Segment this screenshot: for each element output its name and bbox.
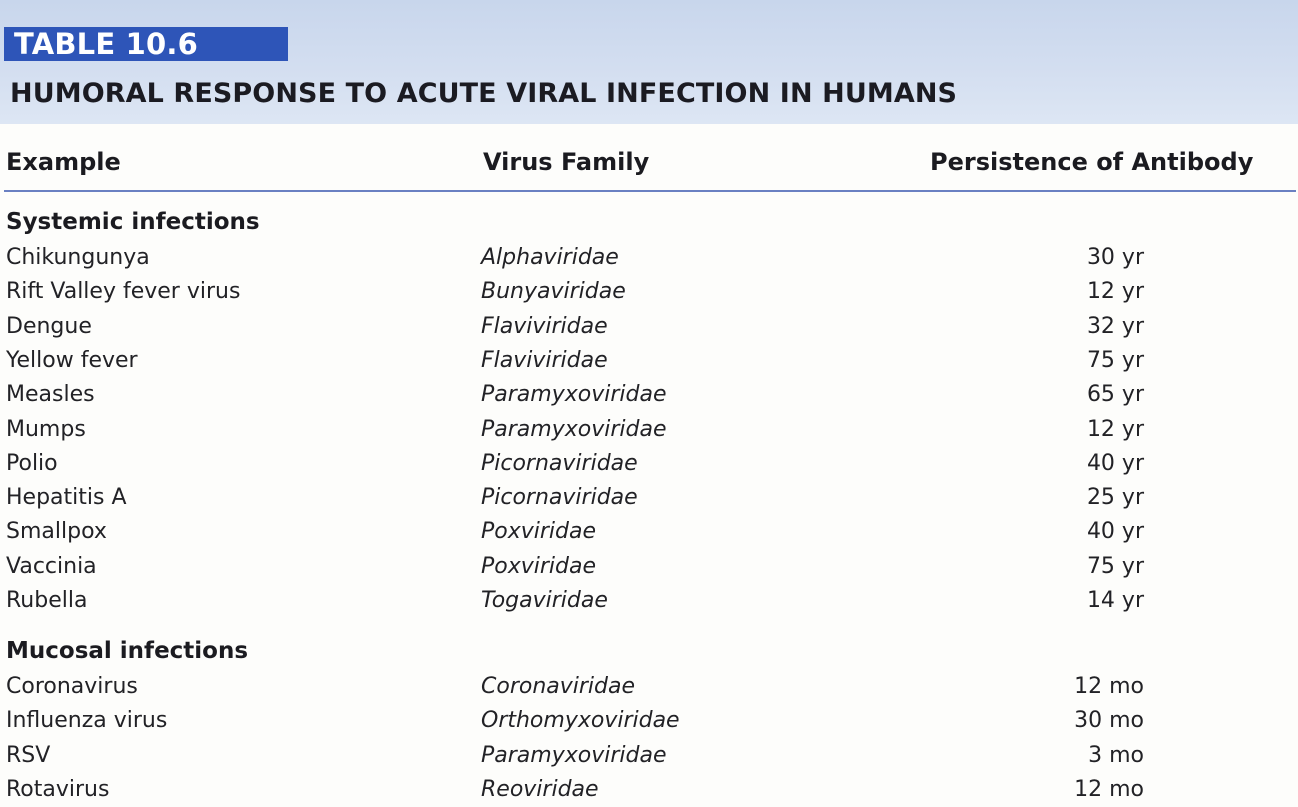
cell-virus-family: Togaviridae [481, 588, 608, 613]
cell-example: Smallpox [6, 519, 107, 545]
cell-persistence: 14 yr [1086, 588, 1144, 613]
cell-example: Measles [6, 382, 95, 408]
cell-virus-family: Reoviridae [481, 776, 599, 802]
cell-persistence: 30 yr [1086, 245, 1144, 270]
table-number-tag: TABLE 10.6 [4, 27, 288, 61]
cell-example: Rift Valley fever virus [6, 279, 241, 305]
cell-persistence: 25 yr [1086, 485, 1144, 511]
cell-virus-family: Coronaviridae [481, 674, 636, 699]
cell-persistence: 3 mo [1088, 742, 1144, 768]
cell-virus-family: Picornaviridae [481, 485, 638, 511]
header-divider [4, 190, 1296, 192]
cell-virus-family: Paramyxoviridae [481, 742, 667, 768]
table-row [0, 275, 1298, 309]
cell-example: Yellow fever [6, 347, 138, 373]
cell-virus-family: Paramyxoviridae [481, 382, 667, 408]
cell-persistence: 30 mo [1074, 708, 1144, 734]
cell-persistence: 12 mo [1074, 776, 1144, 802]
cell-virus-family: Flaviviridae [481, 347, 608, 373]
cell-persistence: 12 yr [1086, 416, 1144, 442]
table-row [0, 704, 1298, 738]
cell-persistence: 40 yr [1086, 519, 1144, 545]
table-row [0, 344, 1298, 378]
cell-virus-family: Paramyxoviridae [481, 416, 667, 442]
table-row [0, 773, 1298, 807]
cell-example: Mumps [6, 416, 86, 442]
cell-persistence: 75 yr [1086, 347, 1144, 373]
cell-example: RSV [6, 742, 51, 768]
column-header-example: Example [6, 148, 121, 176]
cell-persistence: 12 yr [1086, 279, 1144, 305]
cell-example: Chikungunya [6, 245, 150, 270]
section-heading: Systemic infections [6, 209, 260, 235]
cell-persistence: 65 yr [1086, 382, 1144, 408]
cell-persistence: 75 yr [1086, 553, 1144, 579]
cell-example: Polio [6, 450, 58, 476]
table-row [0, 241, 1298, 275]
cell-example: Rubella [6, 588, 88, 613]
cell-persistence: 12 mo [1074, 674, 1144, 699]
cell-virus-family: Picornaviridae [481, 450, 638, 476]
table-row [0, 481, 1298, 515]
table-row [0, 550, 1298, 584]
cell-persistence: 32 yr [1086, 313, 1144, 339]
cell-example: Vaccinia [6, 553, 97, 579]
table-row [0, 670, 1298, 704]
column-header-persistence: Persistence of Antibody [930, 148, 1254, 176]
table-row [0, 584, 1298, 618]
table-row [0, 515, 1298, 549]
table-title: HUMORAL RESPONSE TO ACUTE VIRAL INFECTION IN HUMANS [10, 78, 958, 109]
section-heading: Mucosal infections [6, 638, 249, 664]
table-row [0, 413, 1298, 447]
table-row [0, 739, 1298, 773]
cell-virus-family: Orthomyxoviridae [481, 708, 680, 734]
cell-persistence: 40 yr [1086, 450, 1144, 476]
cell-virus-family: Poxviridae [481, 553, 597, 579]
cell-virus-family: Flaviviridae [481, 313, 608, 339]
table-row [0, 447, 1298, 481]
cell-example: Dengue [6, 313, 92, 339]
cell-example: Coronavirus [6, 674, 138, 699]
cell-example: Influenza virus [6, 708, 168, 734]
cell-example: Rotavirus [6, 776, 110, 802]
table-row [0, 378, 1298, 412]
cell-virus-family: Poxviridae [481, 519, 597, 545]
cell-virus-family: Alphaviridae [481, 245, 619, 270]
cell-virus-family: Bunyaviridae [481, 279, 626, 305]
column-header-virus-family: Virus Family [483, 148, 650, 176]
cell-example: Hepatitis A [6, 485, 127, 511]
table-row [0, 310, 1298, 344]
